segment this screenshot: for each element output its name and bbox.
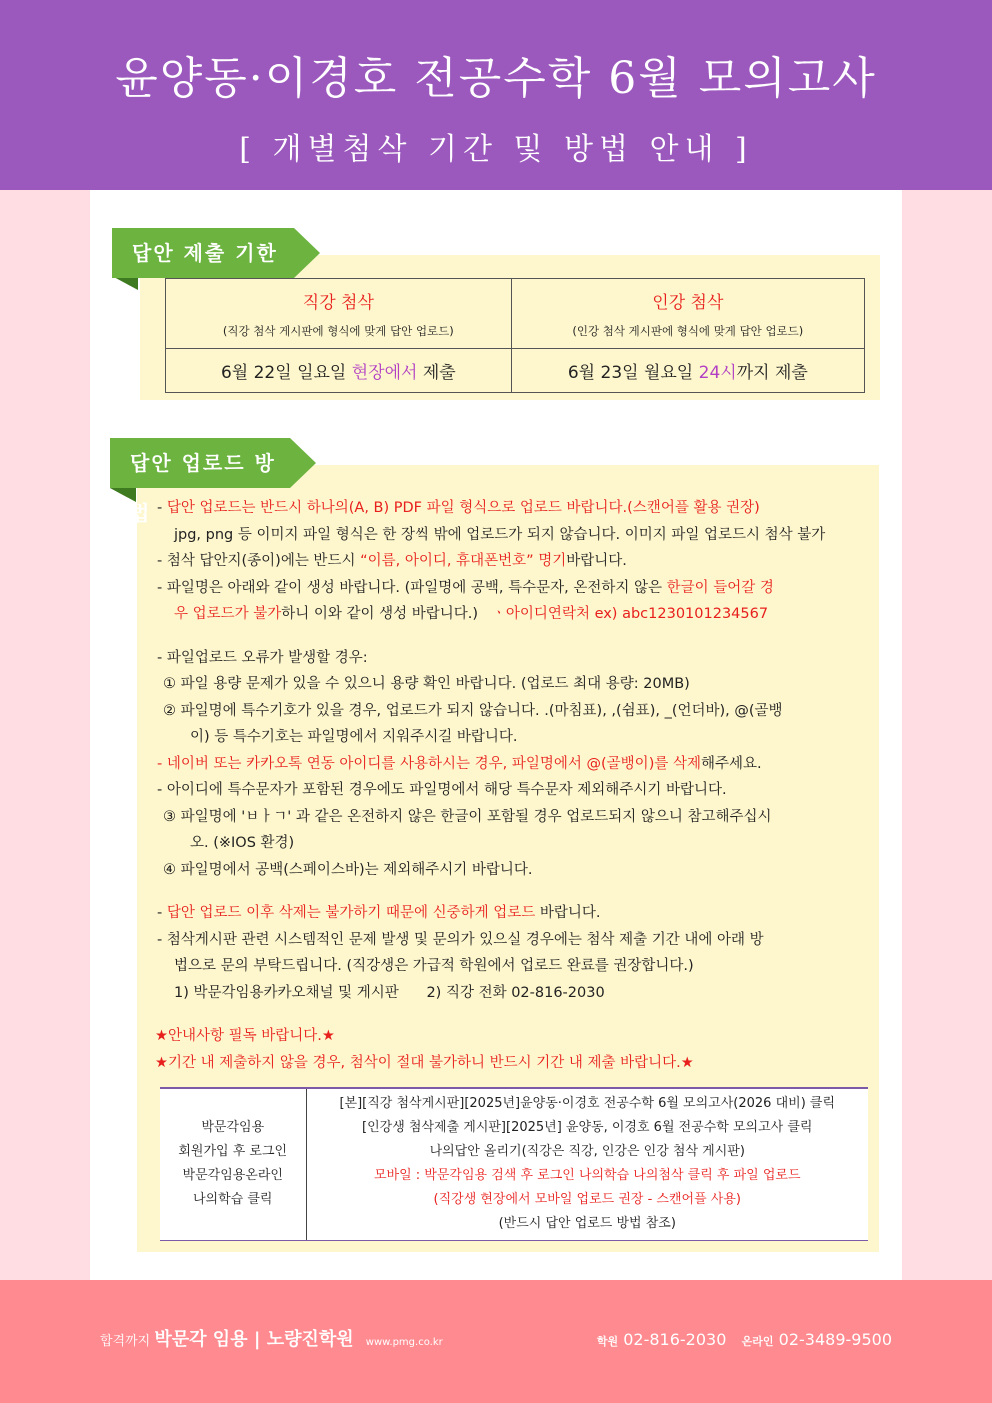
section-deadline-label: 답안 제출 기한 [112,228,294,278]
online-title: 인강 첨삭 [652,293,724,313]
instruction-line: 이) 등 특수기호는 파일명에서 지워주시길 바랍니다. [190,729,518,745]
instruction-text: 하니 이와 같이 생성 바랍니다.) [281,606,492,622]
section-upload-label: 답안 업로드 방법 [110,438,290,488]
dash: - [157,905,167,921]
footer-website: www.pmg.co.kr [365,1337,443,1348]
footer-brand [100,1325,443,1351]
instruction-line: ② 파일명에 특수기호가 있을 경우, 업로드가 되지 않습니다. .(마침표), ,(쉼표), _(언더바), @(골뱅 [163,702,783,719]
spacer [157,1006,862,1023]
howto-steps-right [306,1087,868,1241]
online-deadline [511,349,864,393]
howto-mobile-note: (직강생 현장에서 모바일 업로드 권장 - 스캔어플 사용) [433,1192,741,1207]
contact-line: 1) 박문각임용카카오채널 및 게시판 2) 직강 전화 02-816-2030 [174,984,605,1001]
instruction-highlight: “이름, 아이디, 휴대폰번호” 명기 [360,553,567,569]
howto-step: 나의학습 클릭 [193,1192,273,1207]
deadline-col-direct [166,279,512,349]
instruction-highlight: 한글이 들어갈 경 [666,579,774,596]
direct-title: 직강 첨삭 [302,293,374,313]
instruction-line [157,548,862,575]
howto-upload: 나의답안 올리기(직강은 직강, 인강은 인강 첨삭 게시판) [429,1144,745,1159]
instruction-line: 법으로 문의 부탁드립니다. (직강생은 가급적 학원에서 업로드 완료를 권장합니다.) [174,958,694,974]
instruction-text: 바랍니다. [535,905,601,921]
spacer [157,628,862,645]
filename-example: ㆍ아이디연락처 ex) abc1230101234567 [491,606,769,622]
footer-contacts [597,1330,892,1349]
instruction-highlight: 우 업로드가 불가 [174,606,282,622]
howto-direct-board: [본][직강 첨삭게시판][2025년]윤양동·이경호 전공수학 6월 모의고사(2026 대비) 클릭 [339,1096,836,1111]
instruction-line: jpg, png 등 이미지 파일 형식은 한 장씩 밖에 업로드가 되지 않습니다. 이미지 파일 업로드시 첨삭 불가 [174,526,826,543]
instruction-highlight: 답안 업로드 이후 삭제는 불가하기 때문에 신중하게 업로드 [166,905,536,921]
instruction-highlight: - 네이버 또는 카카오톡 연동 아이디를 사용하시는 경우, 파일명에서 @(골뱅이)를 삭제 [157,755,701,772]
howto-mobile: 모바일 : 박문각임용 검색 후 로그인 나의학습 나의첨삭 클릭 후 파일 업로드 [373,1168,801,1183]
instruction-line: - 아이디에 특수문자가 포함된 경우에도 파일명에서 해당 특수문자 제외해주시기 바랍니다. [157,782,727,798]
instruction-line: ④ 파일명에서 공백(스페이스바)는 제외해주시기 바랍니다. [163,861,533,878]
academy-phone: 02-816-2030 [623,1330,727,1349]
instruction-line [157,751,862,778]
instruction-line: ③ 파일명에 'ㅂㅏㄱ' 과 같은 온전하지 않은 한글이 포함될 경우 업로드되지 않으니 참고해주십시 [163,808,772,825]
spacer [157,883,862,900]
direct-date-highlight: 현장에서 [351,363,418,383]
instruction-pdf: 답안 업로드는 반드시 하나의(A, B) PDF 파일 형식으로 업로드 바랍니다.(스캔어플 활용 권장) [166,500,760,516]
deadline-col-online [511,279,864,349]
footer-tagline: 합격까지 [100,1334,151,1349]
notice-read: ★안내사항 필독 바랍니다.★ [155,1028,335,1044]
section-fold [112,276,138,290]
deadline-table [165,278,865,393]
howto-steps-left [160,1087,306,1241]
instruction-line: 오. (※IOS 환경) [190,835,295,851]
dash: - [157,500,167,516]
online-phone: 02-3489-9500 [778,1330,892,1349]
howto-step: 박문각임용 [201,1120,265,1135]
howto-step: 박문각임용온라인 [182,1168,283,1183]
howto-step: 회원가입 후 로그인 [178,1144,288,1159]
online-label: 온라인 [741,1335,774,1348]
instruction-line: - 파일업로드 오류가 발생할 경우: [157,649,368,666]
howto-online-board: [인강생 첨삭제출 게시판][2025년] 윤양동, 이경호 6월 전공수학 모의고사 클릭 [362,1120,813,1135]
online-date: 6월 23일 월요일 [567,363,699,383]
online-date-highlight: 24시 [698,363,737,383]
instruction-text: 해주세요. [700,755,762,772]
instruction-text: - 첨삭 답안지(종이)에는 반드시 [157,553,361,569]
upload-instructions [157,495,862,1076]
instruction-line: - 첨삭게시판 관련 시스템적인 문제 발생 및 문의가 있으실 경우에는 첨삭 제출 기간 내에 아래 방 [157,931,764,948]
online-desc: (인강 첨삭 게시판에 형식에 맞게 답안 업로드) [572,324,804,338]
page-subtitle: [ 개별첨삭 기간 및 방법 안내 ] [239,132,753,167]
direct-desc: (직강 첨삭 게시판에 형식에 맞게 답안 업로드) [222,324,454,338]
page-title: 윤양동·이경호 전공수학 6월 모의고사 [115,53,877,104]
instruction-line [157,601,862,628]
instruction-text: - 파일명은 아래와 같이 생성 바랍니다. (파일명에 공백, 특수문자, 온전하지 않은 [157,579,667,596]
howto-reference: (반드시 답안 업로드 방법 참조) [498,1216,676,1231]
direct-deadline [166,349,512,393]
instruction-line [157,495,862,522]
notice-deadline: ★기간 내 제출하지 않을 경우, 첨삭이 절대 불가하니 반드시 기간 내 제출 바랍니다.★ [155,1054,694,1071]
instruction-text: 바랍니다. [566,553,627,569]
instruction-line [157,575,862,602]
brand-logo: 박문각 임용 | 노량진학원 [154,1329,354,1350]
academy-label: 학원 [596,1335,619,1348]
online-date-suffix: 까지 제출 [736,363,808,383]
howto-table [160,1087,868,1241]
header-banner [0,0,992,190]
direct-date: 6월 22일 일요일 [220,363,352,383]
direct-date-suffix: 제출 [417,363,456,383]
instruction-line [157,900,862,927]
instruction-line: ① 파일 용량 문제가 있을 수 있으니 용량 확인 바랍니다. (업로드 최대 용량: 20MB) [163,676,690,692]
